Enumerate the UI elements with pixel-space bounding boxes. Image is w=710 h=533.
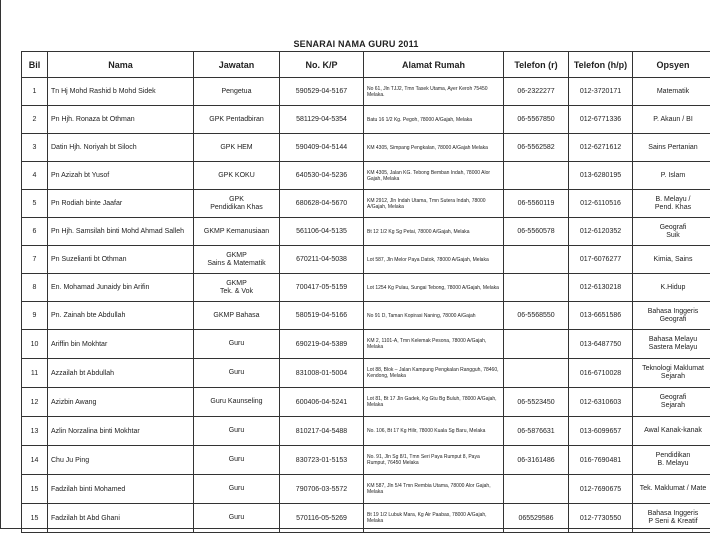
cell-opsyen: Bahasa Inggeris P Seni & Kreatif bbox=[633, 504, 710, 533]
cell-nama: En. Mohamad Junaidy bin Arifin bbox=[48, 274, 194, 302]
cell-bil: 10 bbox=[22, 330, 48, 359]
cell-no-kp: 600406-04-5241 bbox=[280, 388, 364, 417]
cell-telefon-r: 06-2322277 bbox=[504, 78, 569, 106]
table-header-row bbox=[22, 52, 710, 78]
cell-bil: 13 bbox=[22, 417, 48, 446]
cell-telefon-hp: 013-6651586 bbox=[569, 302, 633, 330]
cell-telefon-r bbox=[504, 475, 569, 504]
cell-jawatan: Guru bbox=[194, 475, 280, 504]
cell-jawatan: Guru bbox=[194, 446, 280, 475]
cell-jawatan: Guru bbox=[194, 417, 280, 446]
cell-opsyen: Awal Kanak-kanak bbox=[633, 417, 710, 446]
cell-nama: Fadzilah binti Mohamed bbox=[48, 475, 194, 504]
cell-bil: 8 bbox=[22, 274, 48, 302]
cell-jawatan: GKMP Bahasa bbox=[194, 302, 280, 330]
table-body bbox=[22, 78, 710, 533]
cell-opsyen: Geografi Sejarah bbox=[633, 388, 710, 417]
cell-telefon-r: 06-5560119 bbox=[504, 190, 569, 218]
teacher-table bbox=[21, 51, 710, 533]
cell-alamat: Lot 587, Jln Melor Paya Datok, 78000 A/Gajah, Melaka bbox=[364, 246, 504, 274]
cell-telefon-hp: 012-6110516 bbox=[569, 190, 633, 218]
cell-bil: 15 bbox=[22, 504, 48, 533]
cell-telefon-r: 06-5567850 bbox=[504, 106, 569, 134]
cell-nama: Azzailah bt Abdullah bbox=[48, 359, 194, 388]
cell-alamat: Batu 16 1/2 Kg. Pegoh, 78000 A/Gajah, Melaka bbox=[364, 106, 504, 134]
cell-bil: 9 bbox=[22, 302, 48, 330]
cell-telefon-hp: 016-6710028 bbox=[569, 359, 633, 388]
cell-telefon-hp: 012-6271612 bbox=[569, 134, 633, 162]
cell-nama: Datin Hjh. Noriyah bt Siloch bbox=[48, 134, 194, 162]
cell-no-kp: 831008-01-5004 bbox=[280, 359, 364, 388]
cell-telefon-hp: 013-6099657 bbox=[569, 417, 633, 446]
cell-jawatan: GPK KOKU bbox=[194, 162, 280, 190]
cell-telefon-r: 06-3161486 bbox=[504, 446, 569, 475]
cell-bil: 1 bbox=[22, 78, 48, 106]
cell-bil: 12 bbox=[22, 388, 48, 417]
cell-jawatan: GKMP Kemanusiaan bbox=[194, 218, 280, 246]
cell-alamat: No. 106, Bt 17 Kg Hilir, 78000 Kuala Sg Baru, Melaka bbox=[364, 417, 504, 446]
cell-nama: Azlin Norzalina binti Mokhtar bbox=[48, 417, 194, 446]
cell-telefon-r: 06-5876631 bbox=[504, 417, 569, 446]
cell-jawatan: Guru bbox=[194, 504, 280, 533]
table-row bbox=[22, 330, 710, 359]
cell-opsyen: K.Hidup bbox=[633, 274, 710, 302]
cell-alamat: No. 91, Jln Sg 8/1, Tmn Seri Paya Rumput 8, Paya Rumput, 76450 Melaka bbox=[364, 446, 504, 475]
cell-telefon-hp: 013-6487750 bbox=[569, 330, 633, 359]
cell-no-kp: 670211-04-5038 bbox=[280, 246, 364, 274]
cell-nama: Azizbin Awang bbox=[48, 388, 194, 417]
cell-opsyen: P. Akaun / BI bbox=[633, 106, 710, 134]
cell-telefon-r bbox=[504, 359, 569, 388]
cell-bil: 6 bbox=[22, 218, 48, 246]
cell-opsyen: Teknologi Maklumat Sejarah bbox=[633, 359, 710, 388]
cell-bil: 3 bbox=[22, 134, 48, 162]
cell-jawatan: Pengetua bbox=[194, 78, 280, 106]
cell-telefon-hp: 012-6130218 bbox=[569, 274, 633, 302]
cell-opsyen: P. Islam bbox=[633, 162, 710, 190]
cell-alamat: KM 4305, Jalan KG. Tebong Bemban Indah, 78000 Alor Gajah, Melaka bbox=[364, 162, 504, 190]
cell-alamat: Lot 88, Blok – Jalan Kampung Pengkalan Rangguh, 78460, Kendong, Melaka bbox=[364, 359, 504, 388]
table-row bbox=[22, 417, 710, 446]
cell-opsyen: Kimia, Sains bbox=[633, 246, 710, 274]
cell-alamat: Bt 12 1/2 Kg Sg Petai, 78000 A/Gajah, Melaka bbox=[364, 218, 504, 246]
cell-jawatan: GPK Pentadbiran bbox=[194, 106, 280, 134]
cell-opsyen: B. Melayu / Pend. Khas bbox=[633, 190, 710, 218]
cell-bil: 5 bbox=[22, 190, 48, 218]
table-row bbox=[22, 475, 710, 504]
cell-nama: Fadzilah bt Abd Ghani bbox=[48, 504, 194, 533]
table-row bbox=[22, 134, 710, 162]
cell-alamat: Lot 1254 Kg Pulau, Sungai Tebong, 78000 A/Gajah, Melaka bbox=[364, 274, 504, 302]
cell-bil: 15 bbox=[22, 475, 48, 504]
cell-opsyen: Geografi Suik bbox=[633, 218, 710, 246]
cell-opsyen: Bahasa Inggeris Geografi bbox=[633, 302, 710, 330]
cell-telefon-r bbox=[504, 330, 569, 359]
cell-jawatan: Guru bbox=[194, 359, 280, 388]
cell-alamat: KM 2, 1101-A, Tmn Kelemak Pesona, 78000 A/Gajah, Melaka bbox=[364, 330, 504, 359]
table-row bbox=[22, 218, 710, 246]
table-row bbox=[22, 302, 710, 330]
table-row bbox=[22, 190, 710, 218]
cell-no-kp: 570116-05-5269 bbox=[280, 504, 364, 533]
cell-bil: 7 bbox=[22, 246, 48, 274]
cell-jawatan: Guru Kaunseling bbox=[194, 388, 280, 417]
cell-no-kp: 680628-04-5670 bbox=[280, 190, 364, 218]
cell-alamat: Lot 81, Bt 17 Jln Gadek, Kg Gtu Bg Buluh, 78000 A/Gajah, Melaka bbox=[364, 388, 504, 417]
cell-no-kp: 810217-04-5488 bbox=[280, 417, 364, 446]
cell-nama: Ariffin bin Mokhtar bbox=[48, 330, 194, 359]
header-jawatan: Jawatan bbox=[194, 52, 280, 78]
cell-telefon-r: 06-5568550 bbox=[504, 302, 569, 330]
cell-telefon-r: 06-5523450 bbox=[504, 388, 569, 417]
cell-jawatan: GPK Pendidikan Khas bbox=[194, 190, 280, 218]
table-row bbox=[22, 446, 710, 475]
cell-nama: Tn Hj Mohd Rashid b Mohd Sidek bbox=[48, 78, 194, 106]
cell-nama: Pn Suzelianti bt Othman bbox=[48, 246, 194, 274]
cell-bil: 11 bbox=[22, 359, 48, 388]
header-no-kp: No. K/P bbox=[280, 52, 364, 78]
cell-telefon-hp: 012-7690675 bbox=[569, 475, 633, 504]
cell-telefon-r bbox=[504, 162, 569, 190]
cell-telefon-r: 06-5560578 bbox=[504, 218, 569, 246]
header-bil: Bil bbox=[22, 52, 48, 78]
header-alamat: Alamat Rumah bbox=[364, 52, 504, 78]
table-row bbox=[22, 106, 710, 134]
cell-no-kp: 590409-04-5144 bbox=[280, 134, 364, 162]
cell-telefon-hp: 012-6120352 bbox=[569, 218, 633, 246]
cell-opsyen: Bahasa Melayu Sastera Melayu bbox=[633, 330, 710, 359]
cell-alamat: No 61, Jln TJJ2, Tmn Tasek Utama, Ayer Keroh 75450 Melaka. bbox=[364, 78, 504, 106]
header-telefon-hp: Telefon (h/p) bbox=[569, 52, 633, 78]
table-row bbox=[22, 274, 710, 302]
header-nama: Nama bbox=[48, 52, 194, 78]
cell-nama: Pn Hjh. Samsilah binti Mohd Ahmad Salleh bbox=[48, 218, 194, 246]
cell-telefon-r bbox=[504, 246, 569, 274]
cell-opsyen: Tek. Maklumat / Mate bbox=[633, 475, 710, 504]
header-telefon-r: Telefon (r) bbox=[504, 52, 569, 78]
cell-alamat: Bt 19 1/2 Lubuk Mara, Kg Air Paabas, 78000 A/Gajah, Melaka bbox=[364, 504, 504, 533]
cell-telefon-r: 065529586 bbox=[504, 504, 569, 533]
cell-telefon-hp: 016-7690481 bbox=[569, 446, 633, 475]
cell-no-kp: 580519-04-5166 bbox=[280, 302, 364, 330]
cell-telefon-hp: 013-6280195 bbox=[569, 162, 633, 190]
table-row bbox=[22, 504, 710, 533]
cell-no-kp: 830723-01-5153 bbox=[280, 446, 364, 475]
cell-no-kp: 700417-05-5159 bbox=[280, 274, 364, 302]
cell-bil: 2 bbox=[22, 106, 48, 134]
cell-nama: Chu Ju Ping bbox=[48, 446, 194, 475]
cell-bil: 4 bbox=[22, 162, 48, 190]
cell-alamat: KM 4305, Simpang Pengkalan, 78000 A/Gajah Melaka bbox=[364, 134, 504, 162]
table-row bbox=[22, 246, 710, 274]
cell-telefon-hp: 012-6310603 bbox=[569, 388, 633, 417]
cell-telefon-r: 06-5562582 bbox=[504, 134, 569, 162]
cell-no-kp: 790706-03-5572 bbox=[280, 475, 364, 504]
table-row bbox=[22, 162, 710, 190]
cell-no-kp: 581129-04-5354 bbox=[280, 106, 364, 134]
cell-no-kp: 590529-04-5167 bbox=[280, 78, 364, 106]
cell-telefon-r bbox=[504, 274, 569, 302]
cell-telefon-hp: 012-6771336 bbox=[569, 106, 633, 134]
cell-telefon-hp: 017-6076277 bbox=[569, 246, 633, 274]
cell-jawatan: GKMP Sains & Matematik bbox=[194, 246, 280, 274]
cell-alamat: KM 2912, Jln Indah Utama, Tmn Sutera Indah, 78000 A/Gajah, Melaka bbox=[364, 190, 504, 218]
cell-no-kp: 640530-04-5236 bbox=[280, 162, 364, 190]
table-row bbox=[22, 388, 710, 417]
cell-nama: Pn Rodiah binte Jaafar bbox=[48, 190, 194, 218]
cell-opsyen: Sains Pertanian bbox=[633, 134, 710, 162]
cell-telefon-hp: 012-3720171 bbox=[569, 78, 633, 106]
cell-alamat: No 91 D, Taman Kopirasi Naning, 78000 A/Gajah bbox=[364, 302, 504, 330]
table-row bbox=[22, 359, 710, 388]
table-row bbox=[22, 78, 710, 106]
cell-nama: Pn Hjh. Ronaza bt Othman bbox=[48, 106, 194, 134]
cell-bil: 14 bbox=[22, 446, 48, 475]
cell-jawatan: Guru bbox=[194, 330, 280, 359]
cell-jawatan: GPK HEM bbox=[194, 134, 280, 162]
document-title: SENARAI NAMA GURU 2011 bbox=[1, 39, 710, 49]
cell-opsyen: Pendidikan B. Melayu bbox=[633, 446, 710, 475]
cell-jawatan: GKMP Tek. & Vok bbox=[194, 274, 280, 302]
cell-no-kp: 561106-04-5135 bbox=[280, 218, 364, 246]
cell-no-kp: 690219-04-5389 bbox=[280, 330, 364, 359]
cell-nama: Pn. Zainah bte Abdullah bbox=[48, 302, 194, 330]
cell-alamat: KM 587, Jln 5/4 Tmn Rembia Utama, 78000 Alor Gajah, Melaka bbox=[364, 475, 504, 504]
cell-opsyen: Matematik bbox=[633, 78, 710, 106]
cell-telefon-hp: 012-7730550 bbox=[569, 504, 633, 533]
cell-nama: Pn Azizah bt Yusof bbox=[48, 162, 194, 190]
header-opsyen: Opsyen bbox=[633, 52, 710, 78]
